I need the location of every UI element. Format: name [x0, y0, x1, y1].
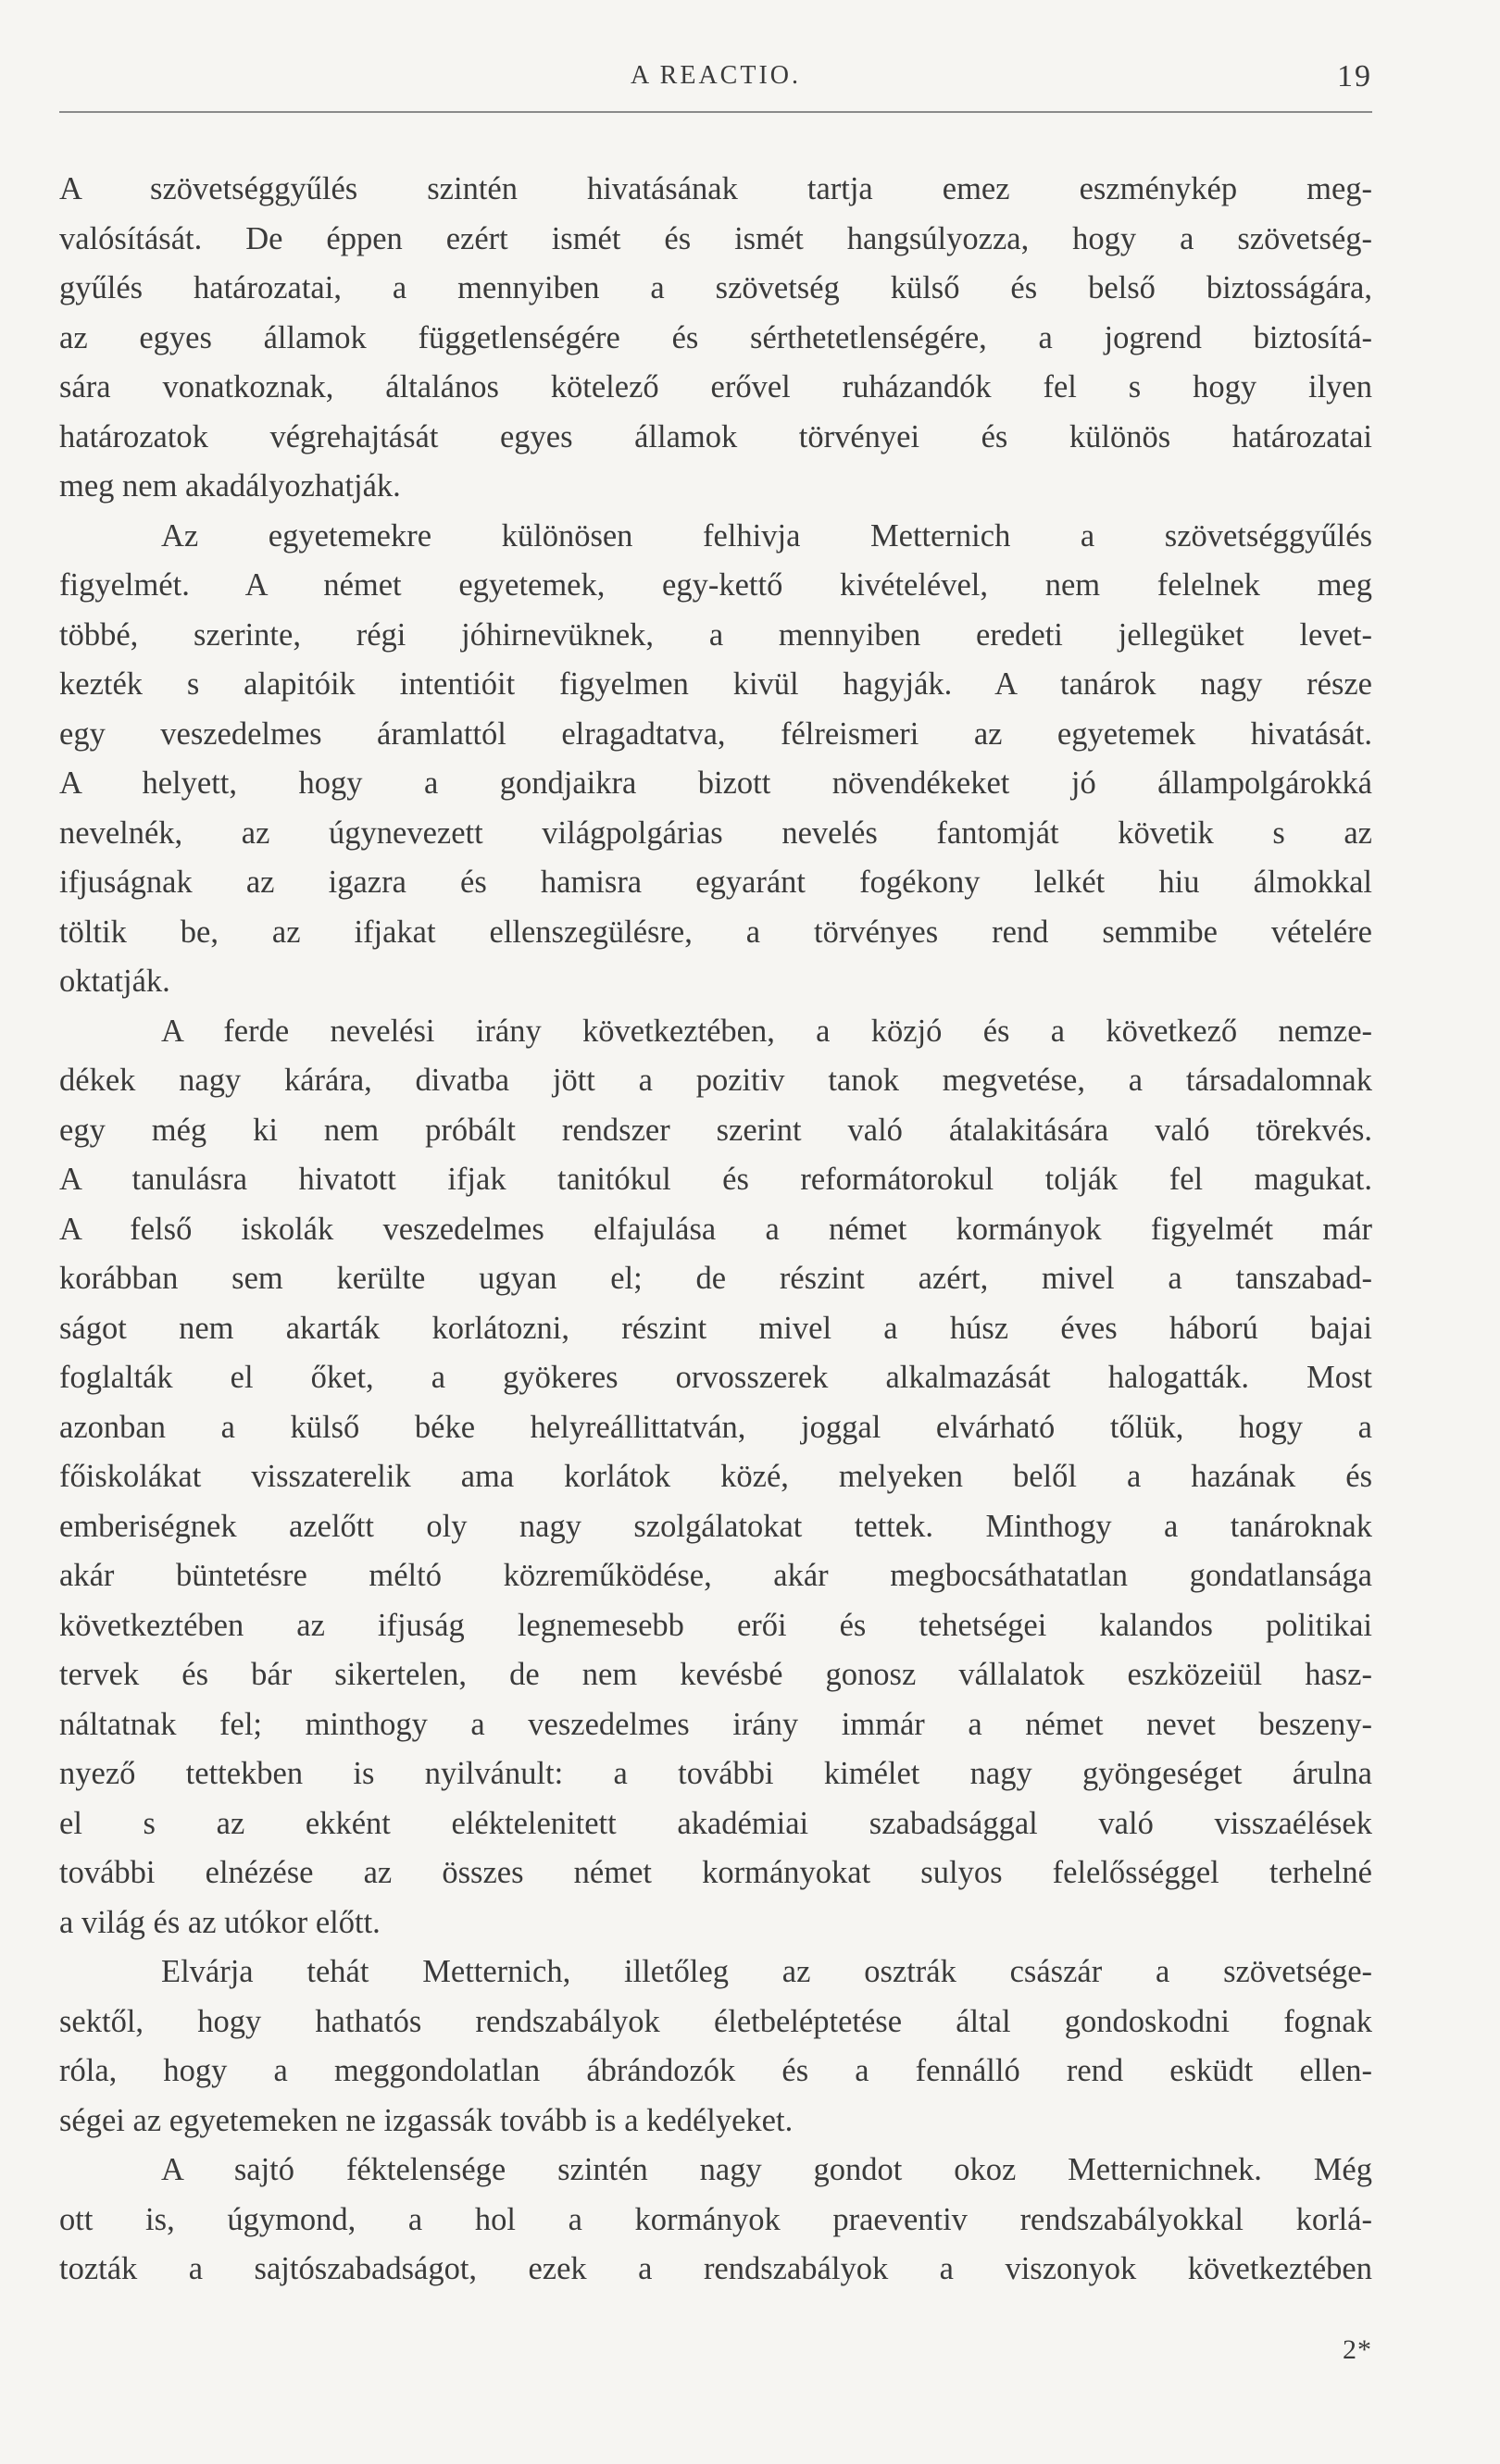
- text-line: figyelmét. A német egyetemek, egy-kettő kivételével, nem felelnek meg: [59, 567, 1372, 603]
- text-line: határozatok végrehajtását egyes államok törvényei és különös határozatai: [59, 418, 1372, 454]
- text-line: nyező tettekben is nyilvánult: a további kimélet nagy gyöngeséget árulna: [59, 1756, 1372, 1791]
- text-line: következtében az ifjuság legnemesebb erői és tehetségei kalandos politikai: [59, 1607, 1372, 1643]
- text-line: A felső iskolák veszedelmes elfajulása a német kormányok figyelmét már: [59, 1211, 1372, 1247]
- text-line: A ferde nevelési irány következtében, a közjó és a következő nemze-: [161, 1013, 1372, 1049]
- text-line: ifjuságnak az igazra és hamisra egyaránt fogékony lelkét hiu álmokkal: [59, 865, 1372, 900]
- text-line: tervek és bár sikertelen, de nem kevésbé gonosz vállalatok eszközeiül hasz-: [59, 1657, 1372, 1692]
- text-line: sektől, hogy hathatós rendszabályok életbeléptetése által gondoskodni fognak: [59, 2003, 1372, 2039]
- text-line: róla, hogy a meggondolatlan ábrándozók és a fennálló rend esküdt ellen-: [59, 2053, 1372, 2088]
- running-title: A REACTIO.: [631, 61, 801, 90]
- text-line: A sajtó féktelensége szintén nagy gondot okoz Metternichnek. Még: [161, 2152, 1372, 2187]
- text-line: el s az ekként eléktelenitett akadémiai szabadsággal való visszaélések: [59, 1805, 1372, 1841]
- text-line: egy még ki nem próbált rendszer szerint való átalakitására való törekvés.: [59, 1112, 1372, 1148]
- text-line: Az egyetemekre különösen felhivja Metternich a szövetséggyűlés: [161, 517, 1372, 554]
- text-line: a világ és az utókor előtt.: [59, 1904, 381, 1940]
- text-line: korábban sem kerülte ugyan el; de részint azért, mivel a tanszabad-: [59, 1261, 1372, 1296]
- text-line: további elnézése az összes német kormányokat sulyos felelősséggel terhelné: [59, 1855, 1372, 1890]
- text-line: tozták a sajtószabadságot, ezek a rendszabályok a viszonyok következtében: [59, 2251, 1372, 2286]
- text-line: emberiségnek azelőtt oly nagy szolgálatokat tettek. Minthogy a tanároknak: [59, 1508, 1372, 1544]
- text-line: A helyett, hogy a gondjaikra bizott növendékeket jó állampolgárokká: [59, 765, 1372, 801]
- text-line: meg nem akadályozhatják.: [59, 468, 401, 504]
- text-line: ott is, úgymond, a hol a kormányok praeventiv rendszabályokkal korlá-: [59, 2201, 1372, 2237]
- running-header: [59, 56, 1372, 113]
- text-line: Elvárja tehát Metternich, illetőleg az osztrák császár a szövetsége-: [161, 1954, 1372, 1989]
- text-line: ságot nem akarták korlátozni, részint mivel a húsz éves háború bajai: [59, 1310, 1372, 1346]
- text-line: az egyes államok függetlenségére és sérthetetlenségére, a jogrend biztosítá-: [59, 319, 1372, 355]
- text-line: főiskolákat visszaterelik ama korlátok közé, melyeken belől a hazának és: [59, 1459, 1372, 1494]
- text-line: azonban a külső béke helyreállittatván, joggal elvárható tőlük, hogy a: [59, 1409, 1372, 1445]
- signature-mark: 2*: [1343, 2334, 1372, 2365]
- text-line: oktatják.: [59, 964, 170, 999]
- text-line: sára vonatkoznak, általános kötelező erővel ruházandók fel s hogy ilyen: [59, 369, 1372, 404]
- text-line: gyűlés határozatai, a mennyiben a szövetség külső és belső biztosságára,: [59, 270, 1372, 305]
- text-line: akár büntetésre méltó közreműködése, akár megbocsáthatatlan gondatlansága: [59, 1558, 1372, 1593]
- text-line: A tanulásra hivatott ifjak tanitókul és reformátorokul tolják fel magukat.: [59, 1162, 1372, 1197]
- text-line: foglalták el őket, a gyökeres orvosszerek alkalmazását halogatták. Most: [59, 1360, 1372, 1395]
- text-line: ségei az egyetemeken ne izgassák tovább is a kedélyeket.: [59, 2102, 794, 2138]
- text-line: kezték s alapitóik intentióit figyelmen kivül hagyják. A tanárok nagy része: [59, 666, 1372, 702]
- text-line: A szövetséggyűlés szintén hivatásának tartja emez eszménykép meg-: [59, 171, 1372, 206]
- body-text: [59, 165, 1372, 2295]
- page-number: 19: [1337, 59, 1372, 93]
- text-line: dékek nagy kárára, divatba jött a pozitiv tanok megvetése, a társadalomnak: [59, 1063, 1372, 1098]
- text-line: náltatnak fel; minthogy a veszedelmes irány immár a német nevet beszeny-: [59, 1706, 1372, 1742]
- text-line: nevelnék, az úgynevezett világpolgárias nevelés fantomját követik s az: [59, 815, 1372, 851]
- text-line: egy veszedelmes áramlattól elragadtatva, félreismeri az egyetemek hivatását.: [59, 716, 1372, 752]
- text-line: töltik be, az ifjakat ellenszegülésre, a törvényes rend semmibe vételére: [59, 914, 1372, 950]
- text-line: valósítását. De éppen ezért ismét és ismét hangsúlyozza, hogy a szövetség-: [59, 220, 1372, 256]
- text-line: többé, szerinte, régi jóhirnevüknek, a mennyiben eredeti jellegüket levet-: [59, 616, 1372, 653]
